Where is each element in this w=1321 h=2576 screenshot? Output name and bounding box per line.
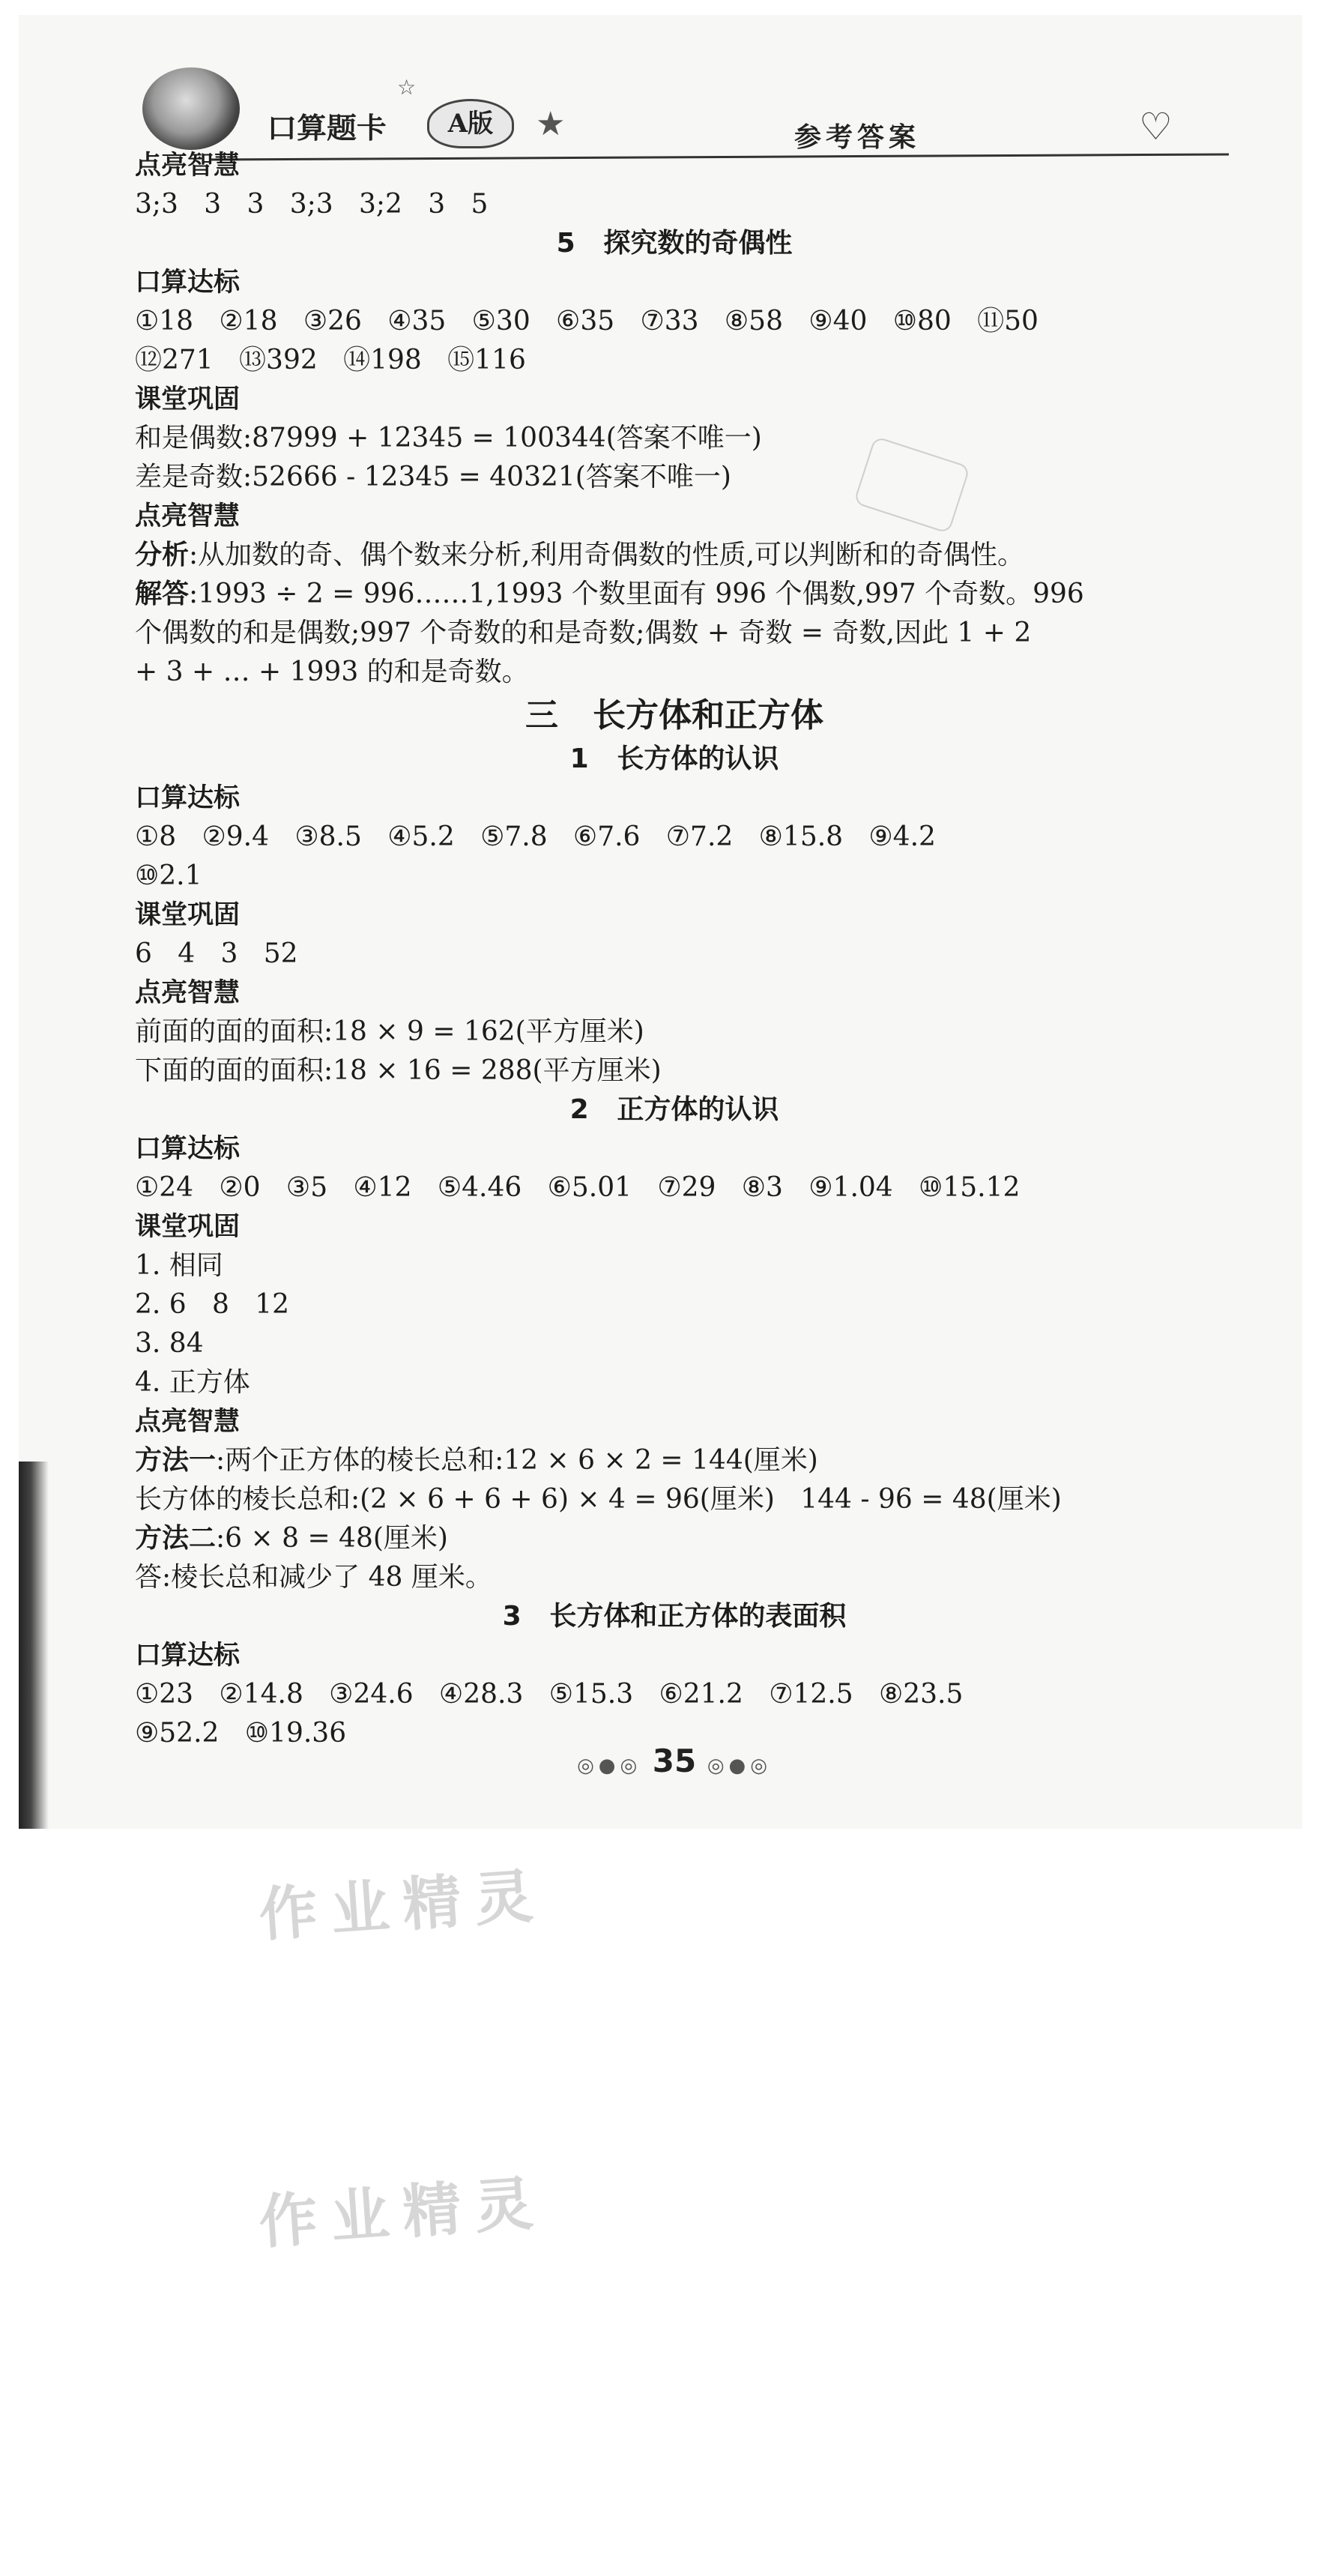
lesson-title: 3 长方体和正方体的表面积 xyxy=(502,1601,847,1632)
watermark-text: 作业精灵 xyxy=(256,2169,549,2257)
section-heading: 口算达标 xyxy=(135,783,241,813)
section-heading: 点亮智慧 xyxy=(135,151,241,181)
answer-line: 下面的面的面积:18 × 16 = 288(平方厘米) xyxy=(135,1055,662,1086)
answer-line: 3;3 3 3 3;3 3;2 3 5 xyxy=(135,189,489,220)
answer-line: + 3 + … + 1993 的和是奇数。 xyxy=(135,657,529,687)
page-number xyxy=(569,1743,779,1779)
header-right-title: 参考答案 xyxy=(794,121,921,153)
answer-text: :从加数的奇、偶个数来分析,利用奇偶数的性质,可以判断和的奇偶性。 xyxy=(189,540,1025,570)
section-heading: 课堂巩固 xyxy=(135,900,241,930)
answer-line: 4. 正方体 xyxy=(135,1367,250,1398)
header-title: 口算题卡 xyxy=(267,112,387,145)
star-icon: ☆ xyxy=(397,75,417,100)
section-heading: 口算达标 xyxy=(135,268,241,298)
lesson-title: 2 正方体的认识 xyxy=(569,1094,779,1125)
answer-line: 2. 6 8 12 xyxy=(135,1289,290,1320)
section-heading: 点亮智慧 xyxy=(135,978,241,1008)
section-heading: 课堂巩固 xyxy=(135,384,241,414)
answer-line: ①18 ②18 ③26 ④35 ⑤30 ⑥35 ⑦33 ⑧58 ⑨40 ⑩80 ⑪50 xyxy=(135,306,1039,337)
answer-line: ⑨52.2 ⑩19.36 xyxy=(135,1718,347,1749)
answer-line: ①8 ②9.4 ③8.5 ④5.2 ⑤7.8 ⑥7.6 ⑦7.2 ⑧15.8 ⑨4.2 xyxy=(135,821,936,852)
answer-line xyxy=(135,1519,1214,1558)
answer-line: ⑩2.1 xyxy=(135,860,202,891)
answer-line: 差是奇数:52666 - 12345 = 40321(答案不唯一) xyxy=(135,462,731,492)
answer-label: 解答 xyxy=(135,579,190,609)
answer-line: 3. 84 xyxy=(135,1328,204,1359)
star-icon: ★ xyxy=(536,105,566,143)
edition-badge: A版 xyxy=(427,99,514,148)
page-header xyxy=(127,30,1199,157)
section-heading: 课堂巩固 xyxy=(135,1212,241,1242)
answer-line: ①23 ②14.8 ③24.6 ④28.3 ⑤15.3 ⑥21.2 ⑦12.5 ⑧23.5 xyxy=(135,1679,964,1710)
heart-icon: ♡ xyxy=(1139,105,1173,148)
page-number-text: 35 xyxy=(652,1743,697,1779)
answer-content xyxy=(135,146,1214,1753)
section-heading: 点亮智慧 xyxy=(135,1407,241,1437)
answer-label: 分析 xyxy=(135,540,190,570)
answer-label: 方法一 xyxy=(135,1445,217,1476)
section-heading: 口算达标 xyxy=(135,1134,241,1164)
lesson-title: 1 长方体的认识 xyxy=(569,743,779,774)
scan-edge-shadow xyxy=(19,1462,49,1829)
answer-line xyxy=(135,536,1214,575)
answer-text: :1993 ÷ 2 = 996……1,1993 个数里面有 996 个偶数,997 个奇数。996 xyxy=(189,579,1084,609)
answer-line: ①24 ②0 ③5 ④12 ⑤4.46 ⑥5.01 ⑦29 ⑧3 ⑨1.04 ⑩15.12 xyxy=(135,1172,1021,1203)
answer-line: 前面的面的面积:18 × 9 = 162(平方厘米) xyxy=(135,1016,644,1047)
cat-logo-icon xyxy=(142,67,240,150)
answer-label: 方法二 xyxy=(135,1523,217,1554)
lesson-title: 5 探究数的奇偶性 xyxy=(556,228,793,259)
answer-line: 1. 相同 xyxy=(135,1250,223,1281)
section-heading: 口算达标 xyxy=(135,1641,241,1671)
ornament-right-icon: ◎●◎ xyxy=(707,1755,772,1777)
unit-title: 三 长方体和正方体 xyxy=(525,696,823,735)
answer-line: ⑫271 ⑬392 ⑭198 ⑮116 xyxy=(135,345,526,375)
answer-line: 和是偶数:87999 + 12345 = 100344(答案不唯一) xyxy=(135,423,762,453)
answer-line: 长方体的棱长总和:(2 × 6 + 6 + 6) × 4 = 96(厘米) 144 - 96 = 48(厘米) xyxy=(135,1484,1062,1515)
ornament-left-icon: ◎●◎ xyxy=(577,1755,642,1777)
answer-line: 答:棱长总和减少了 48 厘米。 xyxy=(135,1562,492,1593)
section-heading: 点亮智慧 xyxy=(135,501,241,531)
watermark xyxy=(256,1849,549,1953)
answer-text: :6 × 8 = 48(厘米) xyxy=(216,1523,448,1554)
answer-line xyxy=(135,1441,1214,1480)
answer-line: 6 4 3 52 xyxy=(135,938,298,969)
answer-line xyxy=(135,575,1214,614)
answer-text: :两个正方体的棱长总和:12 × 6 × 2 = 144(厘米) xyxy=(216,1445,818,1476)
watermark-text: 作业精灵 xyxy=(256,1862,549,1950)
answer-line: 个偶数的和是偶数;997 个奇数的和是奇数;偶数 + 奇数 = 奇数,因此 1 + 2 xyxy=(135,618,1032,648)
watermark xyxy=(256,2156,549,2260)
